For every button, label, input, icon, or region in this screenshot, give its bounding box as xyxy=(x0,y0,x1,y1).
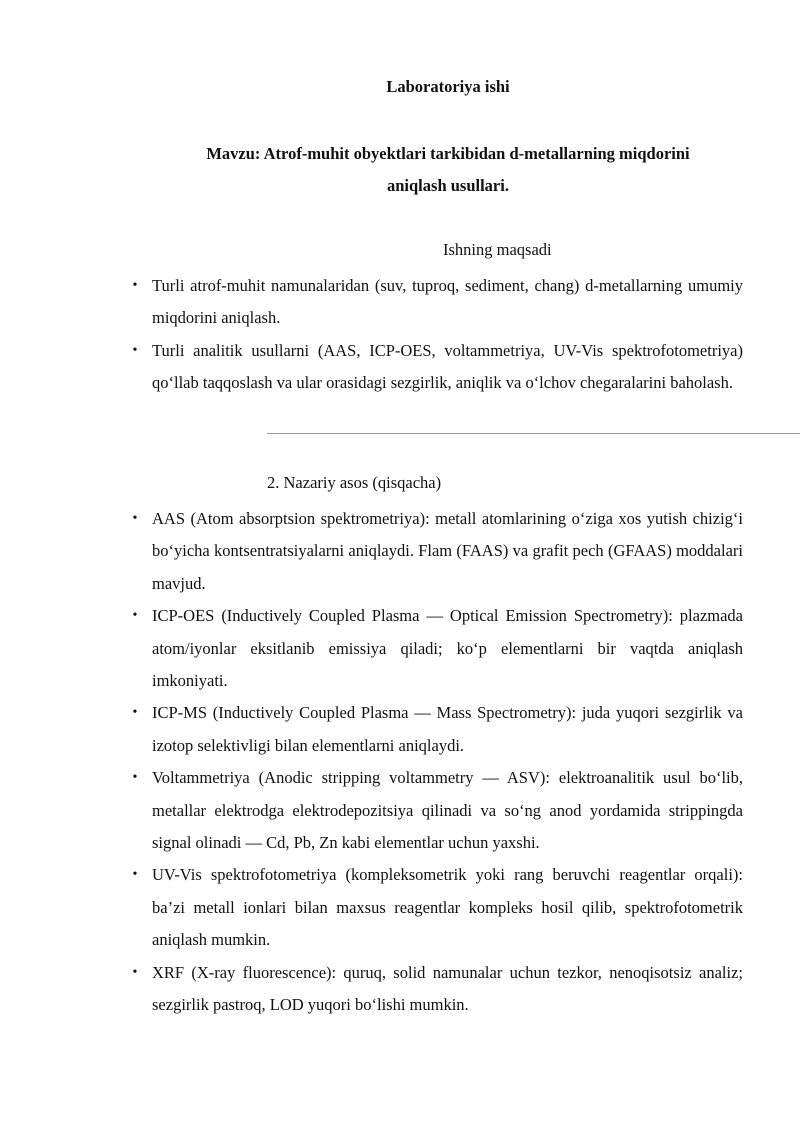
goal-section-heading: Ishning maqsadi xyxy=(443,240,552,259)
theory-list-item xyxy=(128,697,743,762)
theory-list-item xyxy=(128,600,743,697)
theory-item-text: ICP-MS (Inductively Coupled Plasma — Mass Spectrometry): juda yuqori sezgirlik va izotop selektivligi bilan elementlarni aniqlaydi. xyxy=(152,703,743,755)
theory-list-item xyxy=(128,957,743,1022)
goal-item-text: Turli analitik usullarni (AAS, ICP-OES, voltammetriya, UV-Vis spektrofotometriya) qo‘llab taqqoslash va ular orasidagi sezgirlik, aniqlik va o‘lchov chegaralarini baholash. xyxy=(152,340,743,393)
bullet-icon: • xyxy=(132,608,138,624)
theory-list-item xyxy=(128,503,743,600)
bullet-icon: • xyxy=(132,511,138,526)
theory-section-heading: 2. Nazariy asos (qisqacha) xyxy=(267,473,442,492)
topic-title-line2: aniqlash usullari. xyxy=(387,176,509,195)
theory-item-text: XRF (X-ray fluorescence): quruq, solid namunalar uchun tezkor, nenoqisotsiz analiz; sezgirlik pastroq, LOD yuqori bo‘lishi mumkin. xyxy=(152,962,743,1015)
goal-item-text: Turli atrof-muhit namunalaridan (suv, tuproq, sediment, chang) d-metallarning umumiy miqdorini aniqlash. xyxy=(152,276,743,328)
bullet-icon: • xyxy=(132,705,138,721)
theory-list-item xyxy=(128,859,743,956)
bullet-icon: • xyxy=(132,770,138,786)
theory-item-text: ICP-OES (Inductively Coupled Plasma — Optical Emission Spectrometry): plazmada atom/iyonlar eksitlanib emissiya qiladi; ko‘p elementlarni bir vaqtda aniqlash imkoniyati. xyxy=(152,606,743,691)
theory-list xyxy=(128,503,743,1022)
theory-item-text: Voltammetriya (Anodic stripping voltammetry — ASV): elektroanalitik usul bo‘lib, metallar elektrodga elektrodepozitsiya qilinadi va so‘ng anod yordamida strippingda signal olinadi — Cd, Pb, Zn kabi elementlar uchun yaxshi. xyxy=(152,768,743,853)
document-title: Laboratoriya ishi xyxy=(386,77,510,96)
goal-list-item xyxy=(128,270,743,335)
bullet-icon: • xyxy=(132,342,138,358)
theory-item-text: UV-Vis spektrofotometriya (kompleksometrik yoki rang beruvchi reagentlar orqali): ba’zi metall ionlari bilan maxsus reagentlar kompleks hosil qilib, spektrofotometrik aniqlash mumkin. xyxy=(152,865,743,950)
bullet-icon: • xyxy=(132,278,138,293)
goal-list-item xyxy=(128,335,743,400)
goal-list xyxy=(128,270,743,400)
theory-list-item xyxy=(128,762,743,859)
topic-title-line1: Mavzu: Atrof-muhit obyektlari tarkibidan d-metallarning miqdorini xyxy=(206,144,690,163)
horizontal-divider xyxy=(267,433,800,434)
theory-item-text: AAS (Atom absorptsion spektrometriya): metall atomlarining o‘ziga xos yutish chizig‘i bo‘yicha kontsentratsiyalarni aniqlaydi. Flam (FAAS) va grafit pech (GFAAS) moddalari mavjud. xyxy=(152,509,743,593)
bullet-icon: • xyxy=(132,964,138,980)
bullet-icon: • xyxy=(132,867,138,883)
